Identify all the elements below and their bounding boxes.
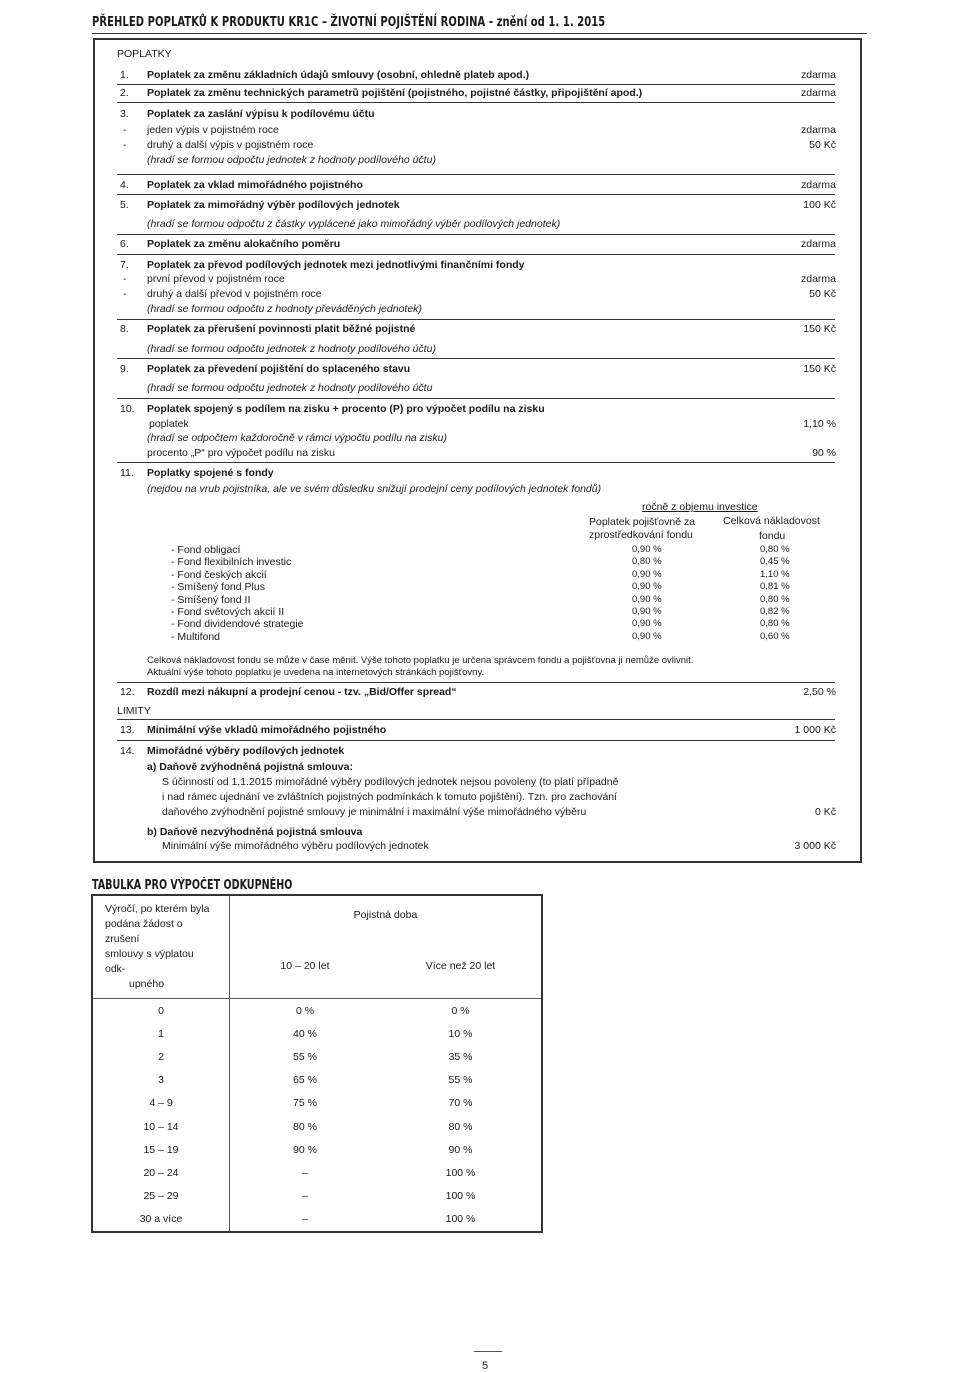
divider xyxy=(117,102,835,103)
surrender-col1: 10 – 20 let xyxy=(230,934,381,998)
fund-name: - Smíšený fond Plus xyxy=(171,581,265,594)
divider xyxy=(117,194,835,195)
item-14-a-line3: daňového zvýhodnění pojistné smlouvy je minimální i maximální výše mimořádného výběru xyxy=(162,806,587,818)
item-3-note: (hradí se formou odpočtu jednotek z hodnoty podílového účtu) xyxy=(147,154,436,166)
funds-annual-label: ročně z objemu investice xyxy=(642,501,758,513)
fund-total-cost: 1,10 % xyxy=(760,568,790,580)
fund-fee: 0,90 % xyxy=(632,544,662,555)
divider xyxy=(117,84,835,85)
divider xyxy=(117,719,835,720)
item-5-note: (hradí se formou odpočtu z částky vyplácené jako mimořádný výběr podílových jednotek) xyxy=(147,218,561,230)
page-title: PŘEHLED POPLATKŮ K PRODUKTU KR1C – ŽIVOTNÍ POJIŠTĚNÍ RODINA - znění od 1. 1. 2015 xyxy=(92,14,606,30)
table-row xyxy=(92,999,542,1023)
row-year: 20 – 24 xyxy=(92,1161,230,1184)
item-10-line1: poplatek xyxy=(149,418,189,430)
surrender-col2: Více než 20 let xyxy=(380,934,542,998)
funds-col2-line2: fondu xyxy=(759,530,786,542)
row-value-10-20: 65 % xyxy=(293,1074,317,1087)
row-value-10-20: 55 % xyxy=(293,1050,317,1063)
row-year: 25 – 29 xyxy=(92,1185,230,1208)
item-14-b-title: b) Daňově nezvýhodněná pojistná smlouva xyxy=(147,826,363,838)
row-year: 3 xyxy=(92,1069,230,1092)
table-row xyxy=(92,1185,542,1208)
fees-heading: POPLATKY xyxy=(117,48,172,60)
row-year: 1 xyxy=(92,1022,230,1045)
fund-name: - Fond českých akcií xyxy=(171,568,267,581)
row-year: 10 – 14 xyxy=(92,1115,230,1138)
row-value-over-20: 90 % xyxy=(448,1143,473,1156)
fund-total-cost: 0,80 % xyxy=(760,618,790,630)
row-value-10-20: – xyxy=(302,1213,308,1226)
item-10-note: (hradí se odpočtem každoročně v rámci výpočtu podílu na zisku) xyxy=(147,432,447,444)
fund-name: - Smíšený fond II xyxy=(171,593,251,606)
item-2-num: 2. xyxy=(120,87,129,99)
item-12-value: 2,50 % xyxy=(803,686,836,698)
item-1-num: 1. xyxy=(120,69,129,81)
surrender-head-group: Pojistná doba xyxy=(353,909,418,922)
item-13-value: 1 000 Kč xyxy=(794,724,836,736)
limits-heading: LIMITY xyxy=(117,705,151,717)
fund-fee: 0,80 % xyxy=(632,556,662,568)
item-3-sub1-dash: - xyxy=(123,124,127,136)
head-left-line: upného xyxy=(129,978,165,990)
item-14-a-value: 0 Kč xyxy=(814,806,836,818)
item-3-sub2-value: 50 Kč xyxy=(809,139,836,151)
funds-note-1: Celková nákladovost fondu se může v čase měnit. Výše tohoto poplatku je určena správcem fondu a pojišťovna ji nemůže ovlivnit. xyxy=(147,655,694,666)
fees-box xyxy=(93,38,862,863)
item-6-label: Poplatek za změnu alokačního poměru xyxy=(147,238,341,250)
fund-fee: 0,90 % xyxy=(632,581,662,593)
item-8-value: 150 Kč xyxy=(803,323,836,335)
row-value-10-20: 40 % xyxy=(293,1027,317,1040)
row-year: 2 xyxy=(92,1045,230,1068)
item-7-num: 7. xyxy=(120,259,129,271)
surrender-table-body xyxy=(92,999,542,1232)
row-year: 0 xyxy=(92,999,230,1023)
item-10-value2: 90 % xyxy=(812,447,836,459)
fund-total-cost: 0,60 % xyxy=(760,630,790,642)
fund-name: - Fond flexibilních investic xyxy=(171,556,292,569)
item-14-num: 14. xyxy=(120,745,135,757)
fund-fee: 0,90 % xyxy=(632,618,662,630)
row-year: 30 a více xyxy=(92,1208,230,1232)
divider xyxy=(117,319,835,320)
row-value-over-20: 70 % xyxy=(448,1097,473,1110)
divider xyxy=(117,234,835,235)
item-9-note: (hradí se formou odpočtu jednotek z hodnoty podílového účtu xyxy=(147,382,433,394)
item-3-sub1-label: jeden výpis v pojistném roce xyxy=(147,124,279,136)
item-7-sub2-label: druhý a další převod v pojistném roce xyxy=(147,288,322,300)
row-value-10-20: – xyxy=(302,1166,308,1179)
item-14-a-line1: S účinností od 1.1.2015 mimořádné výběry podílových jednotek nejsou povoleny (to platí případně xyxy=(162,776,619,788)
title-rule xyxy=(92,33,867,34)
row-year: 15 – 19 xyxy=(92,1138,230,1161)
row-value-over-20: 10 % xyxy=(448,1027,473,1040)
fund-fee: 0,90 % xyxy=(632,568,662,580)
item-5-value: 100 Kč xyxy=(803,199,836,211)
fund-name: - Fond dividendové strategie xyxy=(171,618,304,631)
row-value-10-20: – xyxy=(302,1190,308,1203)
table-row xyxy=(92,1138,542,1161)
item-8-note: (hradí se formou odpočtu jednotek z hodnoty podílového účtu) xyxy=(147,343,436,355)
row-value-over-20: 0 % xyxy=(451,1004,470,1017)
fund-total-cost: 0,45 % xyxy=(760,556,790,568)
item-6-num: 6. xyxy=(120,238,129,250)
item-14-b-line: Minimální výše mimořádného výběru podílových jednotek xyxy=(162,840,429,852)
funds-col2-line1: Celková nákladovost xyxy=(723,515,820,527)
divider xyxy=(117,682,835,683)
row-value-10-20: 0 % xyxy=(295,1004,315,1017)
row-value-10-20: 80 % xyxy=(293,1120,317,1133)
funds-col1-line1: Poplatek pojišťovně za xyxy=(589,516,696,528)
item-10-num: 10. xyxy=(120,403,135,415)
item-10-line2: procento „P“ pro výpočet podílu na zisku xyxy=(147,447,335,459)
item-11-num: 11. xyxy=(120,467,134,479)
item-10-label: Poplatek spojený s podílem na zisku + procento (P) pro výpočet podílu na zisku xyxy=(147,403,545,415)
item-3-sub2-label: druhý a další výpis v pojistném roce xyxy=(147,139,314,151)
item-9-num: 9. xyxy=(120,363,129,375)
item-13-label: Minimální výše vkladů mimořádného pojistného xyxy=(147,724,387,736)
row-year: 4 – 9 xyxy=(92,1092,230,1115)
item-7-sub2-dash: - xyxy=(123,288,127,300)
table-row xyxy=(92,1069,542,1092)
item-11-label: Poplatky spojené s fondy xyxy=(147,467,274,479)
item-5-label: Poplatek za mimořádný výběr podílových jednotek xyxy=(147,199,400,211)
fund-total-cost: 0,80 % xyxy=(760,544,790,555)
fund-fee: 0,90 % xyxy=(632,630,662,642)
fund-fee: 0,90 % xyxy=(632,593,662,605)
row-value-over-20: 80 % xyxy=(448,1120,473,1133)
funds-note-2: Aktuální výše tohoto poplatku je uvedena na internetových stránkách pojišťovny. xyxy=(147,667,485,678)
item-3-sub1-value: zdarma xyxy=(800,124,836,136)
surrender-head-left xyxy=(92,895,230,999)
item-3-num: 3. xyxy=(120,108,129,120)
table-row xyxy=(92,1022,542,1045)
item-7-note: (hradí se formou odpočtu z hodnoty převáděných jednotek) xyxy=(147,303,422,315)
item-7-label: Poplatek za převod podílových jednotek mezi jednotlivými finančními fondy xyxy=(147,259,525,271)
item-2-label: Poplatek za změnu technických parametrů pojištění (pojistného, pojistné částky, připojištění apod.) xyxy=(147,87,643,99)
fund-name: - Fond obligací xyxy=(171,544,241,556)
item-1-label: Poplatek za změnu základních údajů smlouvy (osobní, ohledně plateb apod.) xyxy=(147,69,530,81)
fund-total-cost: 0,81 % xyxy=(760,581,790,593)
table-row xyxy=(92,1045,542,1068)
item-1-value: zdarma xyxy=(800,69,836,81)
surrender-table xyxy=(91,894,543,1233)
item-13-num: 13. xyxy=(120,724,135,736)
row-value-over-20: 35 % xyxy=(448,1050,473,1063)
divider xyxy=(117,254,835,255)
head-left-line: podána žádost o zrušení xyxy=(105,918,183,945)
divider xyxy=(117,398,835,399)
row-value-over-20: 100 % xyxy=(445,1190,476,1203)
item-11-note: (nejdou na vrub pojistníka, ale ve svém důsledku snižují prodejní ceny podílových jednotek fondů) xyxy=(147,483,602,495)
item-6-value: zdarma xyxy=(800,238,836,250)
item-2-value: zdarma xyxy=(800,87,836,99)
item-7-sub1-dash: - xyxy=(123,273,127,285)
fund-total-cost: 0,82 % xyxy=(760,606,790,617)
row-value-10-20: 90 % xyxy=(293,1143,317,1156)
item-4-value: zdarma xyxy=(800,179,836,191)
divider xyxy=(117,462,835,463)
page-number-rule xyxy=(474,1351,502,1352)
item-14-a-line2: i nad rámec ujednání ve zvláštních pojistných podmínkách k tomuto pojištění). Tzn. pro zachování xyxy=(162,791,618,803)
head-left-line: smlouvy s výplatou odk- xyxy=(105,948,194,975)
item-14-b-value: 3 000 Kč xyxy=(794,840,836,852)
funds-col1-line2: zprostředkování fondu xyxy=(589,529,693,541)
item-14-label: Mimořádné výběry podílových jednotek xyxy=(147,745,345,757)
table-row xyxy=(92,1161,542,1184)
row-value-over-20: 100 % xyxy=(445,1213,476,1226)
item-9-value: 150 Kč xyxy=(803,363,836,375)
table-row xyxy=(92,1208,542,1232)
divider xyxy=(117,740,835,741)
table-row xyxy=(92,1092,542,1115)
item-5-num: 5. xyxy=(120,199,129,211)
divider xyxy=(117,358,835,359)
row-value-10-20: 75 % xyxy=(293,1097,317,1110)
fund-name: - Fond světových akcií II xyxy=(171,606,285,618)
item-7-sub2-value: 50 Kč xyxy=(809,288,836,300)
item-7-sub1-value: zdarma xyxy=(800,273,836,285)
row-value-over-20: 55 % xyxy=(448,1074,473,1087)
item-8-num: 8. xyxy=(120,323,129,335)
row-value-over-20: 100 % xyxy=(445,1166,476,1179)
item-12-label: Rozdíl mezi nákupní a prodejní cenou - tzv. „Bid/Offer spread“ xyxy=(147,686,457,698)
item-4-label: Poplatek za vklad mimořádného pojistného xyxy=(147,179,363,191)
item-10-value1: 1,10 % xyxy=(803,418,836,430)
item-8-label: Poplatek za přerušení povinnosti platit běžné pojistné xyxy=(147,323,416,335)
fund-total-cost: 0,80 % xyxy=(760,593,790,605)
item-3-sub2-dash: - xyxy=(123,139,127,151)
fund-fee: 0,90 % xyxy=(632,606,662,617)
item-3-label: Poplatek za zaslání výpisu k podílovému účtu xyxy=(147,108,375,120)
item-12-num: 12. xyxy=(120,686,135,698)
divider xyxy=(117,174,835,175)
item-7-sub1-label: první převod v pojistném roce xyxy=(147,273,285,285)
table-row xyxy=(92,1115,542,1138)
item-14-a-title: a) Daňově zvýhodněná pojistná smlouva: xyxy=(147,761,353,773)
head-left-line: Výročí, po kterém byla xyxy=(105,903,210,915)
surrender-table-title: TABULKA PRO VÝPOČET ODKUPNÉHO xyxy=(92,878,293,893)
item-9-label: Poplatek za převedení pojištění do splaceného stavu xyxy=(147,363,411,375)
page-number: 5 xyxy=(482,1360,489,1372)
fund-name: - Multifond xyxy=(171,630,221,643)
item-4-num: 4. xyxy=(120,179,129,191)
